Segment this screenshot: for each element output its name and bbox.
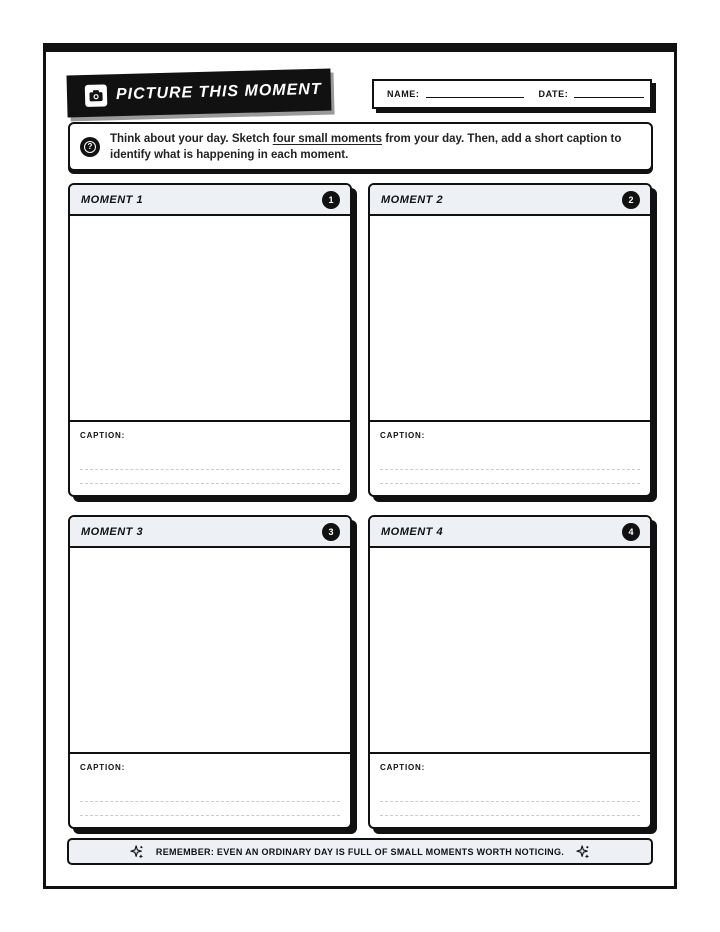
date-field[interactable]: [574, 97, 644, 98]
sketch-area[interactable]: [370, 548, 650, 754]
moment-number-badge: 3: [322, 523, 340, 541]
instructions-text: Think about your day. Sketch four small moments from your day. Then, add a short caption to identify what is happening in each moment.: [110, 132, 622, 161]
caption-line: [80, 483, 340, 484]
caption-line: [380, 483, 640, 484]
moment-header: [70, 517, 350, 548]
instructions-box: [68, 122, 653, 171]
caption-area[interactable]: [370, 754, 650, 816]
moment-header: [370, 185, 650, 216]
caption-line: [380, 801, 640, 802]
question-icon: ?: [80, 137, 100, 157]
name-date-box: [372, 79, 652, 109]
sparkle-icon: [576, 845, 590, 859]
instructions-emphasis: four small moments: [272, 132, 383, 145]
moment-panel-2: [368, 183, 652, 497]
name-field[interactable]: [426, 97, 524, 98]
caption-label: CAPTION:: [80, 763, 126, 772]
page-title: PICTURE THIS MOMENT: [115, 80, 322, 104]
moment-title: MOMENT 1: [81, 193, 144, 206]
moment-header: [70, 185, 350, 216]
sketch-area[interactable]: [370, 216, 650, 422]
camera-icon: [85, 84, 108, 107]
sketch-area[interactable]: [70, 548, 350, 754]
caption-label: CAPTION:: [80, 431, 126, 440]
moment-panel-4: [368, 515, 652, 829]
moment-header: [370, 517, 650, 548]
moment-panel-3: [68, 515, 352, 829]
moment-number-badge: 1: [322, 191, 340, 209]
footer-text: REMEMBER: EVEN AN ORDINARY DAY IS FULL OF SMALL MOMENTS WORTH NOTICING.: [155, 846, 565, 857]
date-label: DATE:: [538, 89, 569, 99]
moment-number-badge: 4: [622, 523, 640, 541]
sketch-area[interactable]: [70, 216, 350, 422]
caption-area[interactable]: [70, 754, 350, 816]
title-banner: [66, 69, 331, 118]
caption-line: [380, 815, 640, 816]
moment-panel-1: [68, 183, 352, 497]
footer-reminder: [67, 838, 653, 865]
moment-title: MOMENT 2: [381, 193, 444, 206]
name-label: NAME:: [387, 89, 420, 99]
caption-label: CAPTION:: [380, 431, 426, 440]
caption-line: [80, 815, 340, 816]
caption-line: [380, 469, 640, 470]
moment-title: MOMENT 3: [81, 525, 144, 538]
moment-title: MOMENT 4: [381, 525, 444, 538]
caption-area[interactable]: [370, 422, 650, 484]
caption-area[interactable]: [70, 422, 350, 484]
caption-line: [80, 469, 340, 470]
caption-line: [80, 801, 340, 802]
sparkle-icon: [130, 845, 144, 859]
caption-label: CAPTION:: [380, 763, 426, 772]
moment-number-badge: 2: [622, 191, 640, 209]
